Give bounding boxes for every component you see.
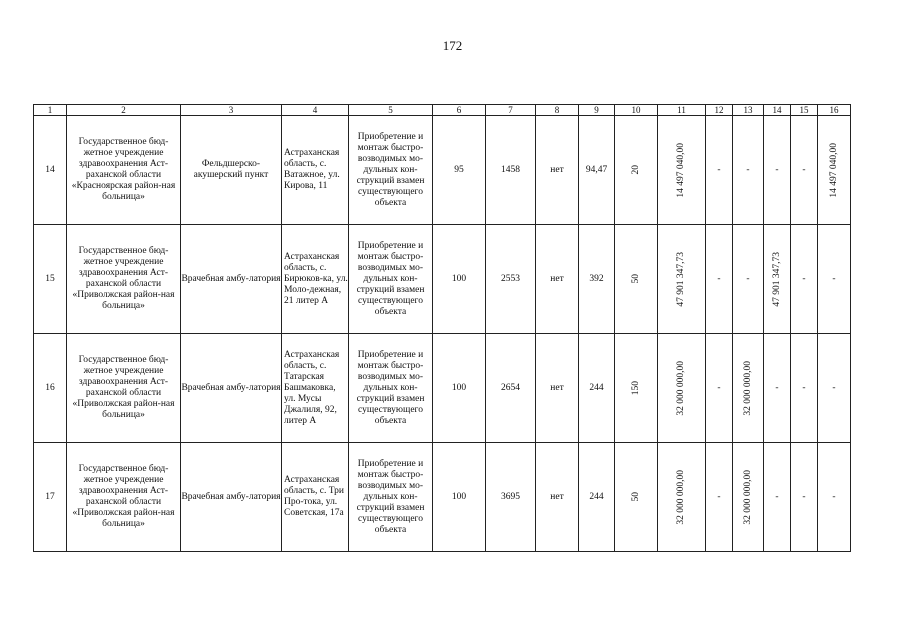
col15-cell: - xyxy=(791,334,818,443)
header-cell: 13 xyxy=(733,105,764,116)
col11-value: 14 497 040,00 xyxy=(676,142,686,198)
address-cell: Астраханская область, с. Ватажное, ул. Кирова, 11 xyxy=(282,116,349,225)
col9-cell: 244 xyxy=(579,443,615,552)
col6-cell: 95 xyxy=(433,116,486,225)
col10-value: 20 xyxy=(630,165,641,175)
table-row xyxy=(34,116,851,225)
header-cell: 10 xyxy=(615,105,658,116)
col13-cell: - xyxy=(733,116,764,225)
table-row xyxy=(34,225,851,334)
col11-value: 32 000 000,00 xyxy=(676,360,686,416)
col7-cell: 2654 xyxy=(486,334,536,443)
action-cell: Приобретение и монтаж быстро-возводимых мо-дульных кон-струкций взамен существующего объекта xyxy=(349,334,433,443)
col16-value: 14 497 040,00 xyxy=(828,142,839,198)
col11-value: 32 000 000,00 xyxy=(676,469,686,525)
action-cell: Приобретение и монтаж быстро-возводимых мо-дульных кон-струкций взамен существующего объекта xyxy=(349,225,433,334)
col10-cell xyxy=(615,225,658,334)
col14-cell: - xyxy=(764,443,791,552)
header-cell: 5 xyxy=(349,105,433,116)
header-cell: 7 xyxy=(486,105,536,116)
col8-cell: нет xyxy=(536,116,579,225)
col15-cell: - xyxy=(791,225,818,334)
action-cell: Приобретение и монтаж быстро-возводимых мо-дульных кон-струкций взамен существующего объекта xyxy=(349,443,433,552)
col15-cell: - xyxy=(791,443,818,552)
col13-value: 32 000 000,00 xyxy=(742,360,753,416)
header-cell: 14 xyxy=(764,105,791,116)
col16-cell: - xyxy=(818,334,851,443)
address-cell: Астраханская область, с. Татарская Башмаковка, ул. Мусы Джалиля, 92, литер А xyxy=(282,334,349,443)
col11-cell xyxy=(658,443,706,552)
col6-cell: 100 xyxy=(433,334,486,443)
col8-cell: нет xyxy=(536,225,579,334)
row-number: 15 xyxy=(34,225,67,334)
row-number: 16 xyxy=(34,334,67,443)
col13-cell xyxy=(733,334,764,443)
col6-cell: 100 xyxy=(433,225,486,334)
institution-cell: Государственное бюд-жетное учреждение здравоохранения Аст-раханской области «Приволжская район-ная больница» xyxy=(67,225,181,334)
col13-cell: - xyxy=(733,225,764,334)
col14-cell: - xyxy=(764,334,791,443)
col16-cell xyxy=(818,116,851,225)
header-cell: 2 xyxy=(67,105,181,116)
action-cell: Приобретение и монтаж быстро-возводимых мо-дульных кон-струкций взамен существующего объекта xyxy=(349,116,433,225)
header-cell: 9 xyxy=(579,105,615,116)
col12-cell: - xyxy=(706,116,733,225)
col14-cell: - xyxy=(764,116,791,225)
col9-cell: 244 xyxy=(579,334,615,443)
address-cell: Астраханская область, с. Бирюков-ка, ул. Моло-дежная, 21 литер А xyxy=(282,225,349,334)
col9-cell: 392 xyxy=(579,225,615,334)
col11-value: 47 901 347,73 xyxy=(676,251,686,307)
col7-cell: 1458 xyxy=(486,116,536,225)
header-cell: 6 xyxy=(433,105,486,116)
col16-cell: - xyxy=(818,225,851,334)
institution-cell: Государственное бюд-жетное учреждение здравоохранения Аст-раханской области «Красноярская район-ная больница» xyxy=(67,116,181,225)
header-row xyxy=(34,105,851,116)
col13-value: 32 000 000,00 xyxy=(742,469,753,525)
header-cell: 16 xyxy=(818,105,851,116)
row-number: 17 xyxy=(34,443,67,552)
address-cell: Астраханская область, с. Три Про-тока, ул. Советская, 17а xyxy=(282,443,349,552)
col7-cell: 2553 xyxy=(486,225,536,334)
row-number: 14 xyxy=(34,116,67,225)
facility-cell: Врачебная амбу-латория xyxy=(181,225,282,334)
header-cell: 1 xyxy=(34,105,67,116)
col14-cell xyxy=(764,225,791,334)
col16-cell: - xyxy=(818,443,851,552)
institution-cell: Государственное бюд-жетное учреждение здравоохранения Аст-раханской области «Приволжская район-ная больница» xyxy=(67,334,181,443)
facility-cell: Врачебная амбу-латория xyxy=(181,443,282,552)
facility-cell: Врачебная амбу-латория xyxy=(181,334,282,443)
col15-cell: - xyxy=(791,116,818,225)
header-cell: 8 xyxy=(536,105,579,116)
col10-cell xyxy=(615,334,658,443)
col10-value: 50 xyxy=(630,274,641,284)
col11-cell xyxy=(658,116,706,225)
header-cell: 11 xyxy=(658,105,706,116)
col14-value: 47 901 347,73 xyxy=(771,251,782,307)
header-cell: 12 xyxy=(706,105,733,116)
col7-cell: 3695 xyxy=(486,443,536,552)
col12-cell: - xyxy=(706,225,733,334)
col12-cell: - xyxy=(706,443,733,552)
page-number: 172 xyxy=(442,38,463,53)
col10-cell xyxy=(615,443,658,552)
col8-cell: нет xyxy=(536,334,579,443)
header-cell: 15 xyxy=(791,105,818,116)
col9-cell: 94,47 xyxy=(579,116,615,225)
col10-cell xyxy=(615,116,658,225)
col10-value: 150 xyxy=(630,380,641,396)
institution-cell: Государственное бюд-жетное учреждение здравоохранения Аст-раханской области «Приволжская район-ная больница» xyxy=(67,443,181,552)
col12-cell: - xyxy=(706,334,733,443)
table-row xyxy=(34,334,851,443)
col10-value: 50 xyxy=(630,492,641,502)
col11-cell xyxy=(658,225,706,334)
facility-cell: Фельдшерско-акушерский пункт xyxy=(181,116,282,225)
table-row xyxy=(34,443,851,552)
col13-cell xyxy=(733,443,764,552)
facilities-table xyxy=(33,104,851,552)
col6-cell: 100 xyxy=(433,443,486,552)
col8-cell: нет xyxy=(536,443,579,552)
col11-cell xyxy=(658,334,706,443)
header-cell: 3 xyxy=(181,105,282,116)
header-cell: 4 xyxy=(282,105,349,116)
